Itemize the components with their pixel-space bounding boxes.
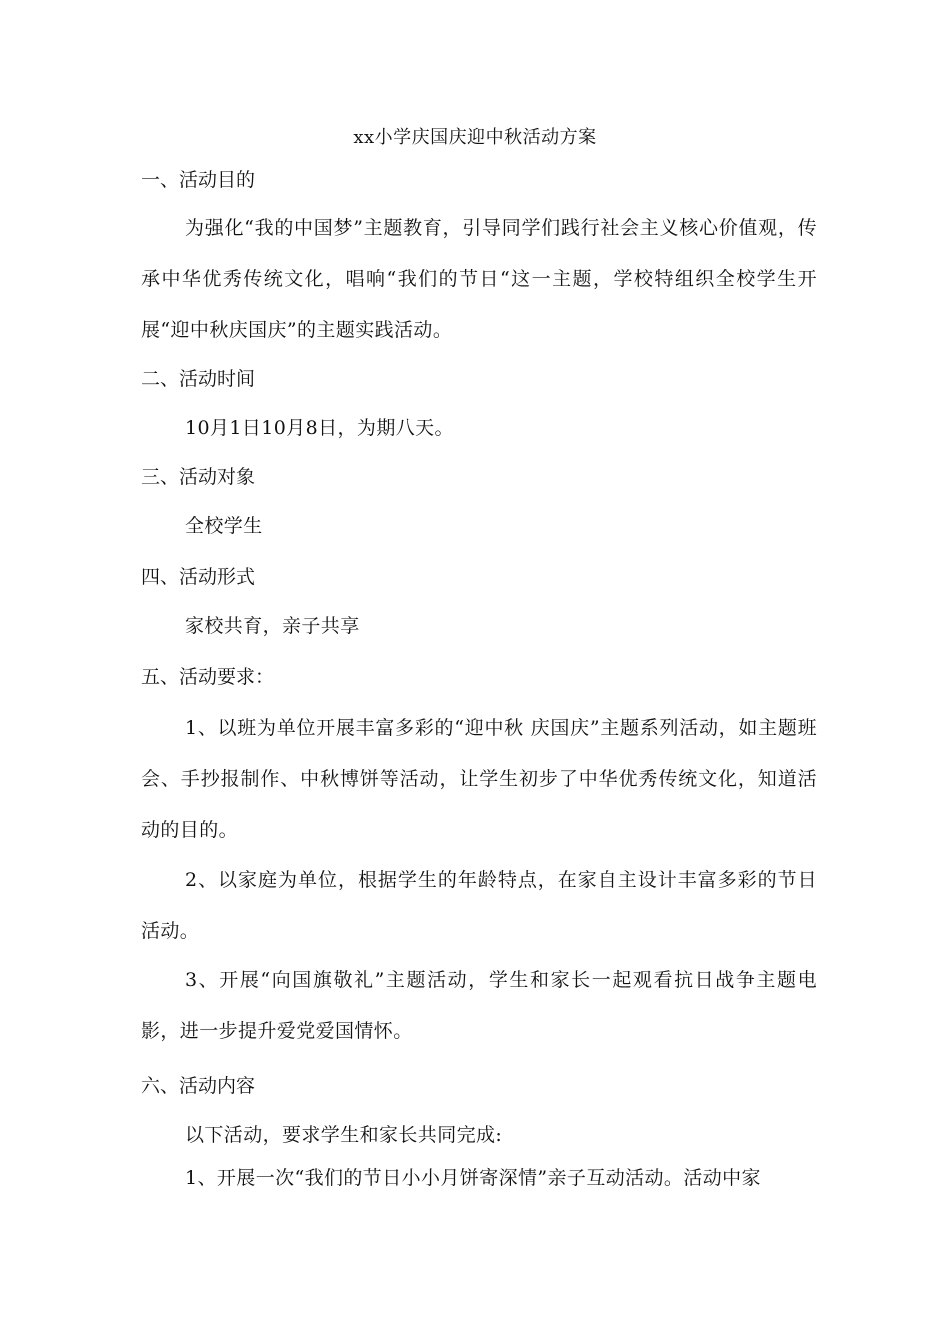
paragraph-participants: 全校学生 xyxy=(185,515,263,537)
section-heading-format: 四、活动形式 xyxy=(141,566,256,588)
document-title: xx小学庆国庆迎中秋活动方案 xyxy=(353,127,597,148)
section-heading-participants: 三、活动对象 xyxy=(141,466,256,488)
paragraph-content-intro: 以下活动，要求学生和家长共同完成: xyxy=(185,1124,503,1146)
section-heading-time: 二、活动时间 xyxy=(141,368,256,390)
paragraph-requirement-2: 2、以家庭为单位，根据学生的年龄特点，在家自主设计丰富多彩的节日活动。 xyxy=(141,869,817,942)
paragraph-content-item-1: 1、开展一次“我们的节日小小月饼寄深情”亲子互动活动。活动中家 xyxy=(185,1167,761,1189)
section-heading-requirements: 五、活动要求： xyxy=(141,666,275,688)
section-heading-content: 六、活动内容 xyxy=(141,1075,256,1097)
paragraph-purpose: 为强化“我的中国梦”主题教育，引导同学们践行社会主义核心价值观，传承中华优秀传统文化，唱响“我们的节日“这一主题，学校特组织全校学生开展“迎中秋庆国庆”的主题实践活动。 xyxy=(141,217,817,341)
section-heading-purpose: 一、活动目的 xyxy=(141,169,256,191)
paragraph-requirement-3: 3、开展“向国旗敬礼”主题活动，学生和家长一起观看抗日战争主题电影，进一步提升爱党爱国情怀。 xyxy=(141,969,817,1042)
paragraph-time: 10月1日10月8日，为期八天。 xyxy=(185,417,454,439)
paragraph-requirement-1: 1、以班为单位开展丰富多彩的“迎中秋 庆国庆”主题系列活动，如主题班会、手抄报制作、中秋博饼等活动，让学生初步了中华优秀传统文化，知道活动的目的。 xyxy=(141,717,817,841)
paragraph-format: 家校共育，亲子共享 xyxy=(185,615,360,637)
